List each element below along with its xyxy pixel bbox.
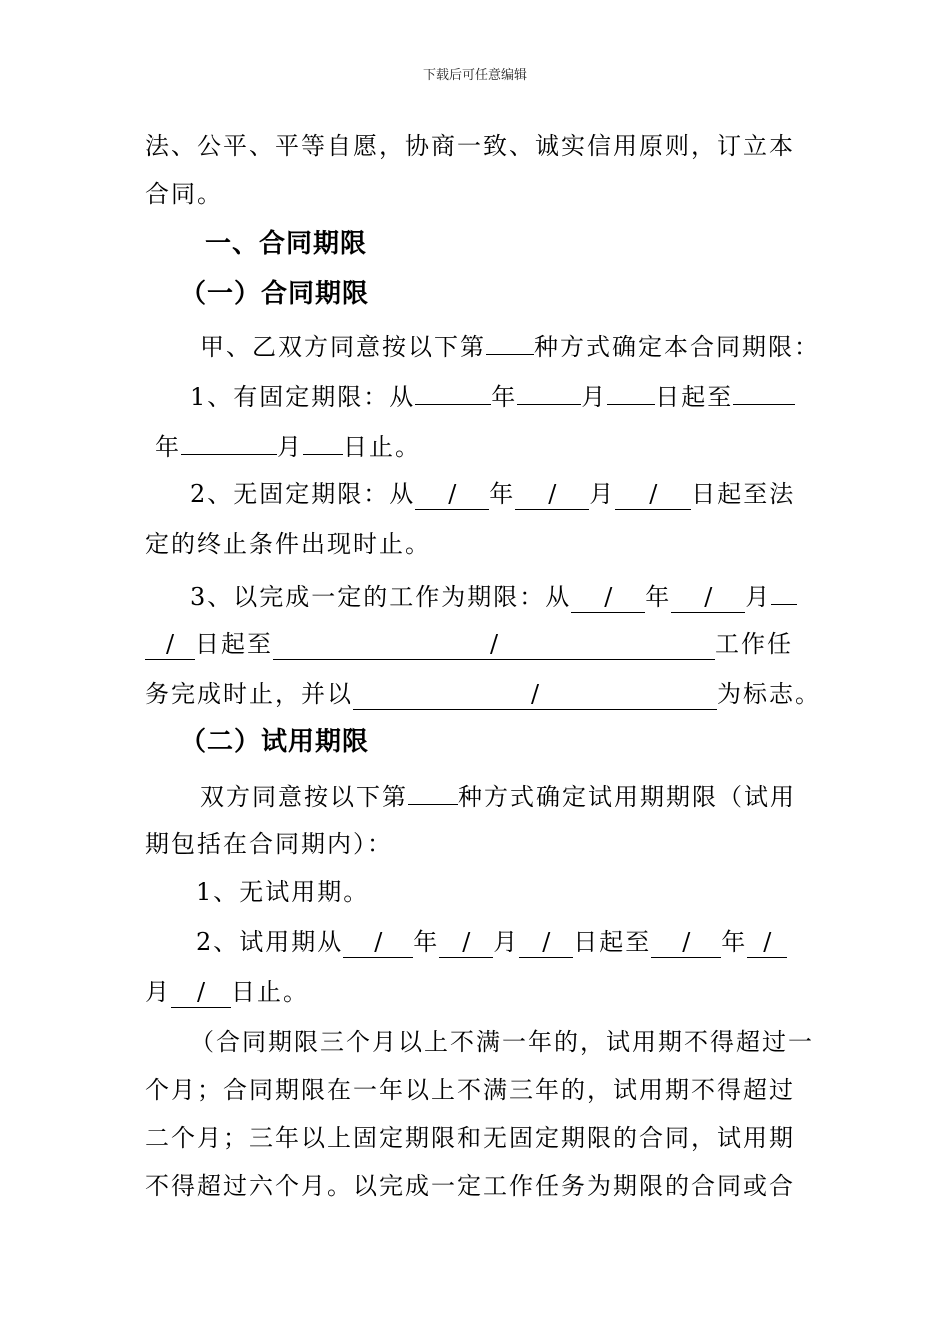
blank-year[interactable]: / xyxy=(343,927,413,958)
heading-text: （二）试用期限 xyxy=(180,727,370,757)
blank-field[interactable] xyxy=(486,324,534,355)
heading-text: （一）合同期限 xyxy=(180,279,370,309)
blank-day[interactable]: / xyxy=(615,479,691,510)
paragraph-text xyxy=(145,674,821,714)
paragraph-line xyxy=(0,174,950,214)
blank-field[interactable] xyxy=(408,774,458,805)
blank-month[interactable] xyxy=(517,374,581,405)
text: 法、公平、平等自愿，协商一致、诚实信用原则，订立本 xyxy=(145,132,795,160)
paragraph-line xyxy=(0,324,950,364)
text: 1、有固定期限：从 xyxy=(190,383,416,411)
text: 年 xyxy=(413,928,440,956)
text: 年 xyxy=(489,480,516,508)
blank-marker[interactable]: / xyxy=(353,679,717,710)
text: 务完成时止，并以 xyxy=(145,680,353,708)
option-line xyxy=(0,972,950,1012)
text: 1、无试用期。 xyxy=(196,878,370,906)
option-line xyxy=(0,574,950,614)
blank-day[interactable]: / xyxy=(171,977,231,1008)
blank-year[interactable] xyxy=(733,374,795,405)
option-line xyxy=(0,524,950,564)
text: 种方式确定本合同期限： xyxy=(534,333,820,361)
blank-year[interactable]: / xyxy=(571,582,645,613)
text: 日起至 xyxy=(655,383,734,411)
paragraph-text xyxy=(196,922,787,962)
note-line xyxy=(0,1022,950,1062)
text: 日止。 xyxy=(343,433,421,461)
blank-day[interactable] xyxy=(303,424,343,455)
blank-month[interactable]: / xyxy=(439,927,493,958)
text: 双方同意按以下第 xyxy=(200,783,408,811)
text: 日止。 xyxy=(231,978,309,1006)
text: 个月；合同期限在一年以上不满三年的，试用期不得超过 xyxy=(145,1076,795,1104)
option-line xyxy=(0,424,950,464)
text: 年 xyxy=(155,433,181,461)
blank-year[interactable]: / xyxy=(415,479,489,510)
text: 年 xyxy=(491,383,518,411)
blank-day[interactable] xyxy=(607,374,655,405)
paragraph-text xyxy=(190,374,795,417)
text: 2、无固定期限：从 xyxy=(190,480,416,508)
text: 二个月；三年以上固定期限和无固定期限的合同，试用期 xyxy=(145,1124,795,1152)
text: 日起至法 xyxy=(691,480,796,508)
text: 月 xyxy=(145,978,171,1006)
blank-year[interactable]: / xyxy=(651,927,721,958)
note-line xyxy=(0,1070,950,1110)
paragraph-text xyxy=(145,972,309,1012)
option-line xyxy=(0,474,950,514)
blank-year[interactable] xyxy=(415,374,491,405)
text: 定的终止条件出现时止。 xyxy=(145,530,431,558)
text: 合同。 xyxy=(145,180,223,208)
option-line xyxy=(0,922,950,962)
heading-text: 一、合同期限 xyxy=(205,229,368,259)
text: 日起至 xyxy=(195,630,273,658)
note-line xyxy=(0,1166,950,1206)
option-line xyxy=(0,872,950,912)
blank-day[interactable]: / xyxy=(519,927,573,958)
blank-task[interactable]: / xyxy=(273,629,715,660)
text: 月 xyxy=(589,480,616,508)
text: 期包括在合同期内）： xyxy=(145,830,393,858)
paragraph-text xyxy=(190,474,795,514)
blank-month[interactable]: / xyxy=(671,582,745,613)
text: 年 xyxy=(721,928,748,956)
paragraph-text xyxy=(200,324,820,367)
paragraph-text xyxy=(190,574,797,617)
text: 年 xyxy=(645,583,672,611)
text: 不得超过六个月。以完成一定工作任务为期限的合同或合 xyxy=(145,1172,795,1200)
paragraph-line xyxy=(0,824,950,864)
text: 为标志。 xyxy=(717,680,821,708)
blank-day[interactable]: / xyxy=(145,629,195,660)
blank-day[interactable] xyxy=(771,574,797,605)
blank-month[interactable]: / xyxy=(747,927,787,958)
text: 工作任 xyxy=(715,630,793,658)
text: 2、试用期从 xyxy=(196,928,344,956)
paragraph-text xyxy=(200,774,796,817)
section-heading xyxy=(0,224,950,264)
text: 月 xyxy=(493,928,520,956)
text: （合同期限三个月以上不满一年的，试用期不得超过一 xyxy=(190,1028,814,1056)
option-line xyxy=(0,674,950,714)
text: 月 xyxy=(581,383,608,411)
subsection-heading xyxy=(0,274,950,314)
paragraph-line xyxy=(0,126,950,166)
paragraph-text xyxy=(155,424,421,467)
subsection-heading xyxy=(0,722,950,762)
text: 月 xyxy=(745,583,772,611)
note-line xyxy=(0,1118,950,1158)
text: 种方式确定试用期期限（试用 xyxy=(458,783,796,811)
paragraph-text xyxy=(145,624,793,664)
text: 月 xyxy=(277,433,303,461)
blank-month[interactable]: / xyxy=(515,479,589,510)
page-header: 下载后可任意编辑 xyxy=(422,68,527,83)
paragraph-line xyxy=(0,774,950,814)
text: 3、以完成一定的工作为期限：从 xyxy=(190,583,572,611)
blank-month[interactable] xyxy=(181,424,277,455)
option-line xyxy=(0,624,950,664)
option-line xyxy=(0,374,950,414)
text: 甲、乙双方同意按以下第 xyxy=(200,333,486,361)
text: 日起至 xyxy=(573,928,652,956)
